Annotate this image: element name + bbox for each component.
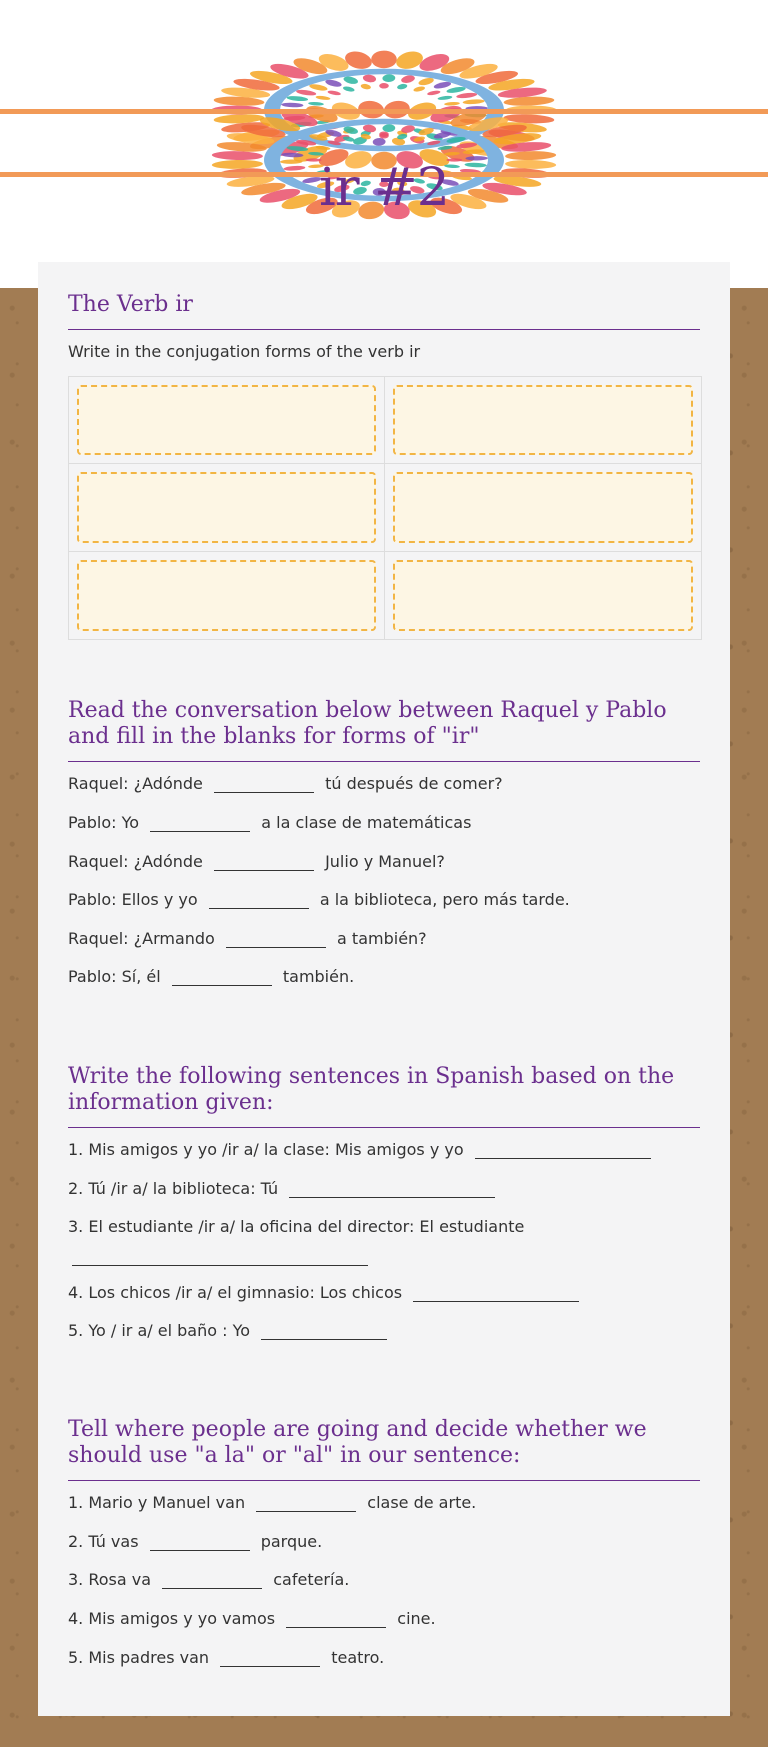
verb-instruction: Write in the conjugation forms of the verb ir [68,342,421,361]
sentence-line: 5. Yo / ir a/ el baño : Yo [68,1321,387,1340]
section-rule [68,329,700,330]
blank-input[interactable] [475,1140,651,1159]
ala-line: 3. Rosa va cafetería. [68,1570,350,1589]
blank-input[interactable] [209,890,309,909]
section-title-ala: Tell where people are going and decide whether we should use "a la" or "al" in our sentence: [68,1417,647,1468]
section-rule [68,1480,700,1481]
blank-input[interactable] [413,1283,579,1302]
section-rule [68,761,700,762]
blank-input[interactable] [226,929,326,948]
section-rule [68,1127,700,1128]
section-title-verb: The Verb ir [68,292,193,317]
page-title: ir #2 [319,158,449,218]
conversation-line: Pablo: Ellos y yo a la biblioteca, pero más tarde. [68,890,570,909]
blank-input[interactable] [286,1609,386,1628]
blank-input[interactable] [172,967,272,986]
answer-box[interactable] [77,385,376,455]
ala-line: 2. Tú vas parque. [68,1532,323,1551]
mandala-decoration [0,0,768,290]
section-title-conversation: Read the conversation below between Raquel y Pablo and fill in the blanks for forms of "ir" [68,698,667,749]
blank-input[interactable] [72,1247,368,1266]
answer-box[interactable] [77,472,376,542]
sentence-line: 4. Los chicos /ir a/ el gimnasio: Los chicos [68,1283,579,1302]
conversation-line: Raquel: ¿Adónde tú después de comer? [68,774,503,793]
sentence-line: 2. Tú /ir a/ la biblioteca: Tú [68,1179,495,1198]
blank-input[interactable] [256,1493,356,1512]
blank-input[interactable] [150,813,250,832]
section-title-sentences: Write the following sentences in Spanish based on the information given: [68,1064,675,1115]
blank-input[interactable] [214,852,314,871]
answer-box[interactable] [77,560,376,631]
blank-input[interactable] [150,1532,250,1551]
answer-box[interactable] [393,385,693,455]
answer-box[interactable] [393,472,693,542]
header [0,0,768,290]
worksheet-card [38,262,730,1716]
sentence-line: 3. El estudiante /ir a/ la oficina del director: El estudiante [68,1217,525,1236]
conversation-line: Raquel: ¿Armando a también? [68,929,427,948]
conversation-line: Pablo: Sí, él también. [68,967,355,986]
blank-input[interactable] [162,1570,262,1589]
blank-input[interactable] [214,774,314,793]
blank-input[interactable] [289,1179,495,1198]
answer-box[interactable] [393,560,693,631]
conversation-line: Raquel: ¿Adónde Julio y Manuel? [68,852,445,871]
sentence-line: 1. Mis amigos y yo /ir a/ la clase: Mis amigos y yo [68,1140,651,1159]
blank-input[interactable] [261,1321,387,1340]
ala-line: 1. Mario y Manuel van clase de arte. [68,1493,477,1512]
conversation-line: Pablo: Yo a la clase de matemáticas [68,813,472,832]
ala-line: 4. Mis amigos y yo vamos cine. [68,1609,436,1628]
top-orange-line [0,109,768,114]
ala-line: 5. Mis padres van teatro. [68,1648,385,1667]
blank-input[interactable] [220,1648,320,1667]
conjugation-grid [68,376,702,640]
